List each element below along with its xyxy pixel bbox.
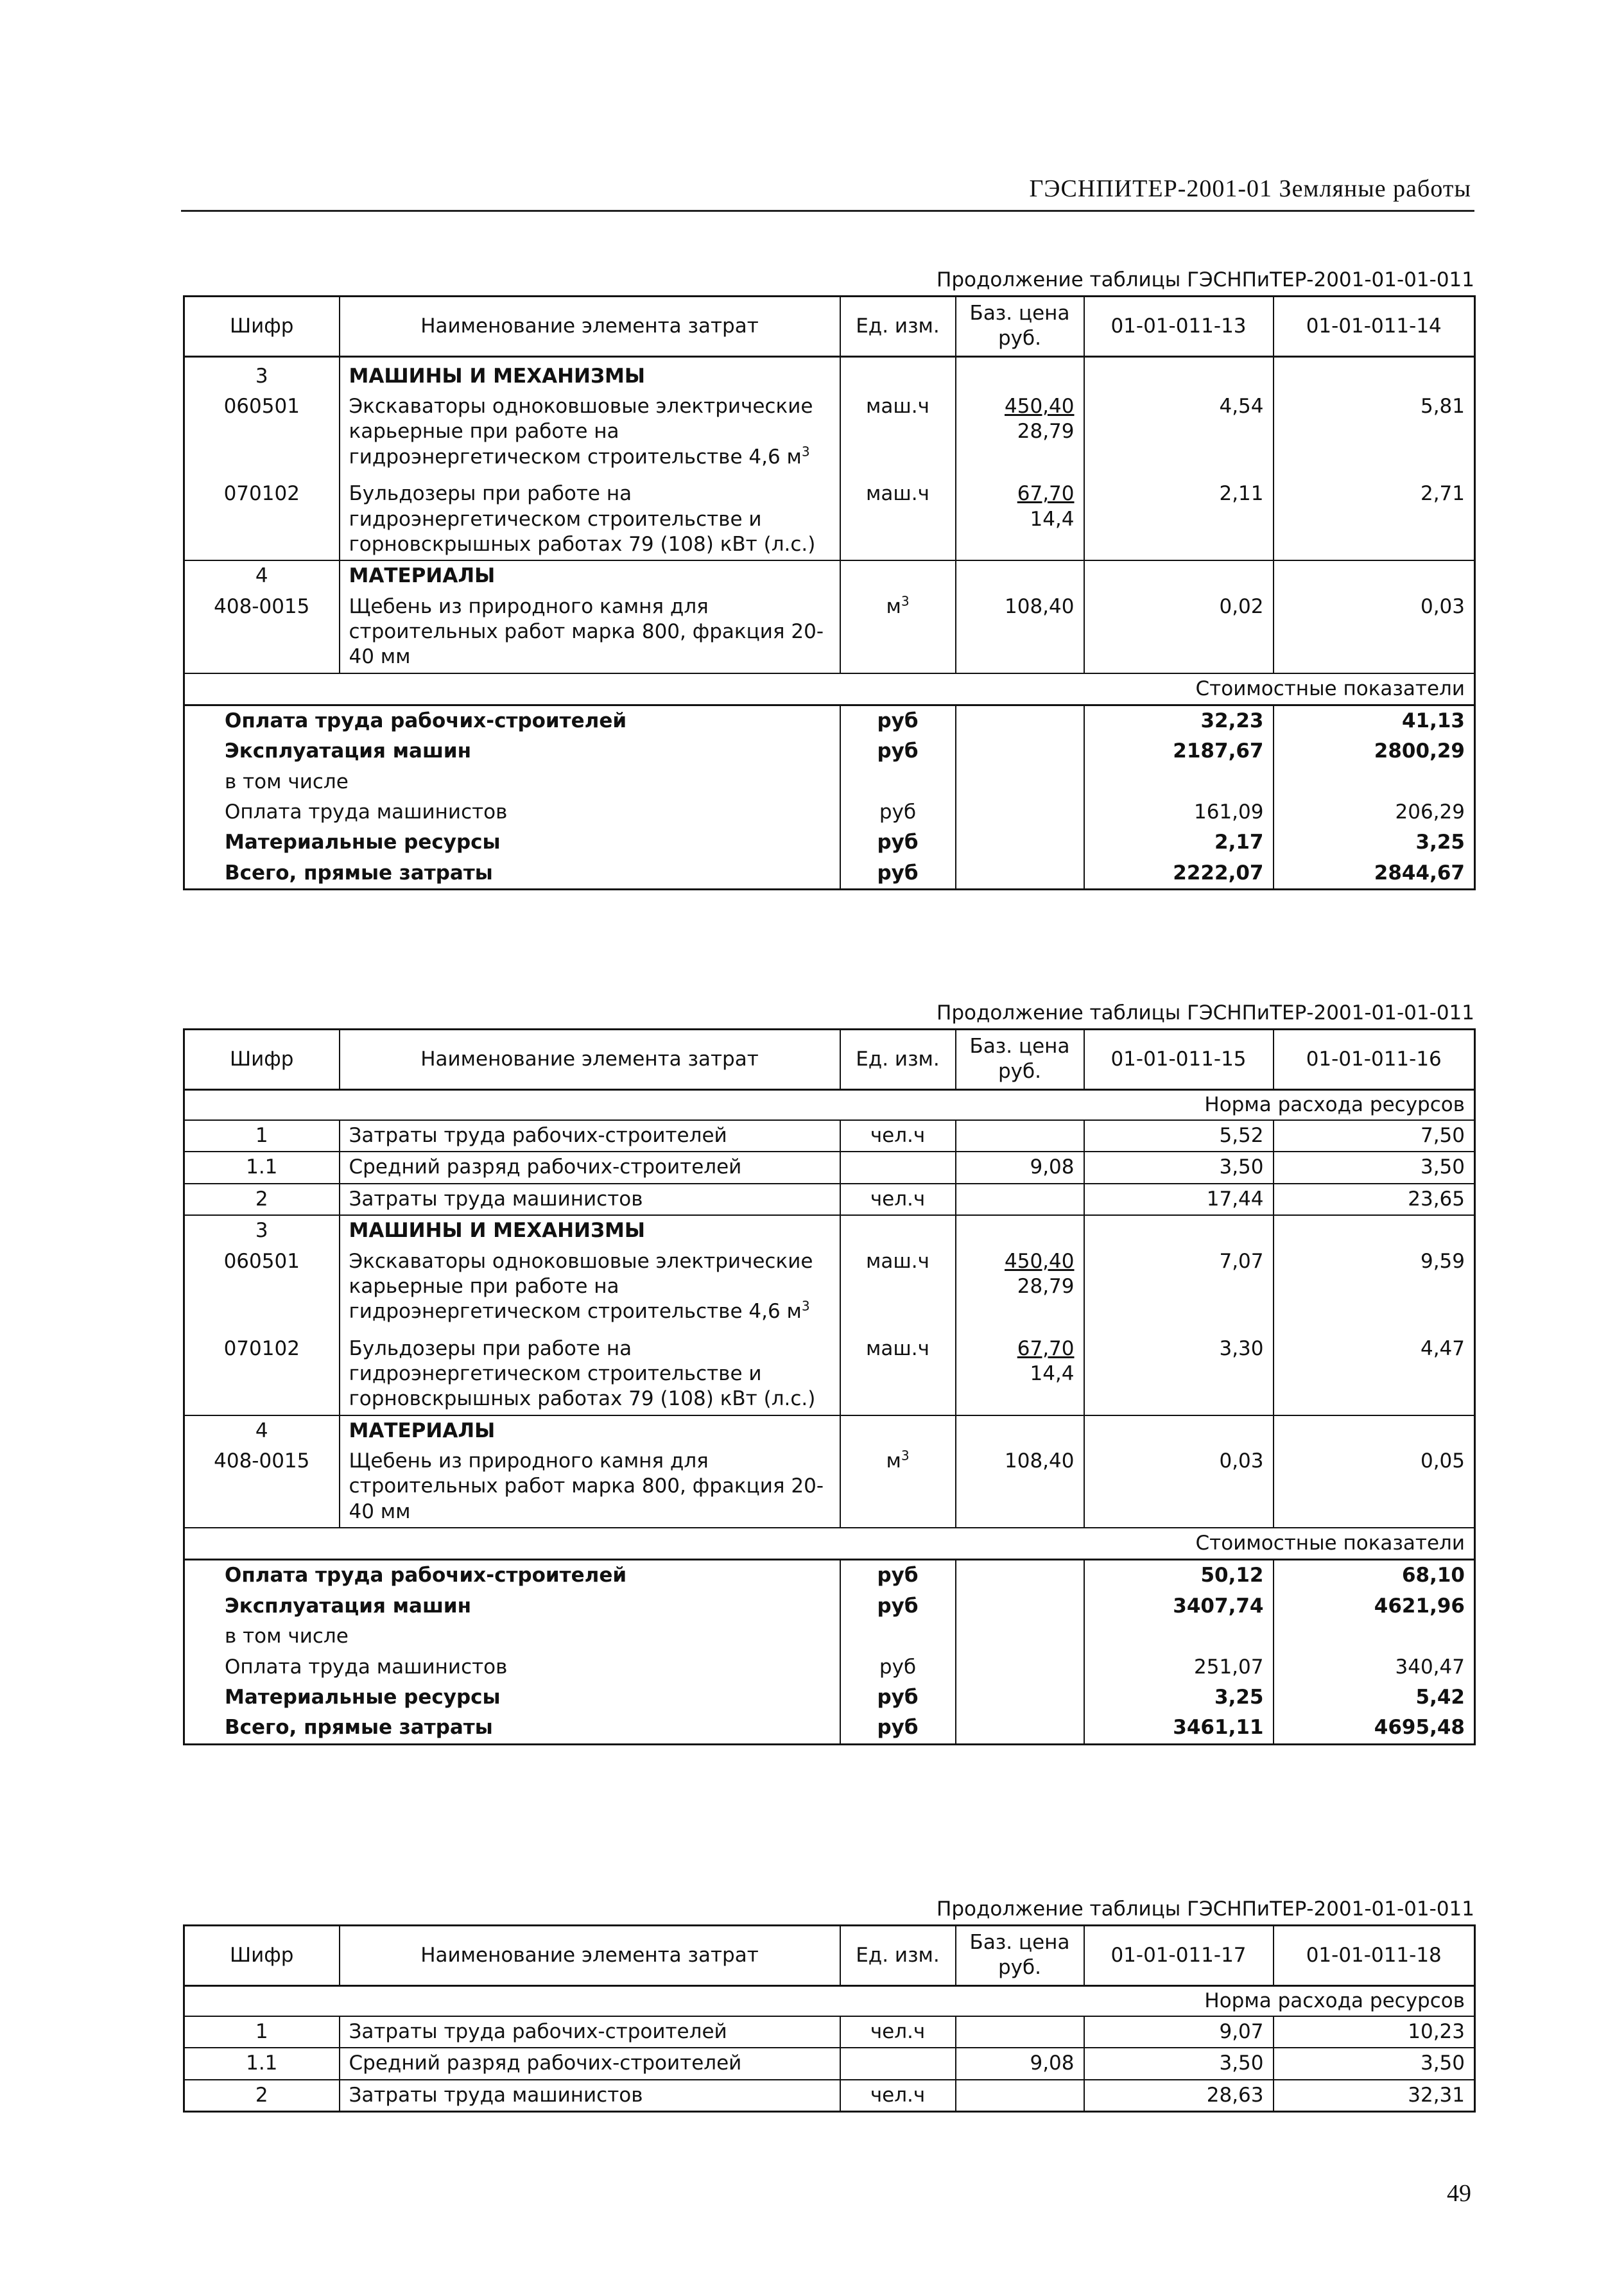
resource-code: 1.1 xyxy=(184,2048,340,2079)
summary-value-b: 41,13 xyxy=(1401,709,1465,733)
resource-code: 1.1 xyxy=(184,1152,340,1183)
summary-row xyxy=(184,1652,1475,1682)
table-caption: Продолжение таблицы ГЭСНПиТЕР-2001-01-01-011 xyxy=(937,1897,1474,1921)
col-header-unit: Ед. изм. xyxy=(840,297,956,357)
summary-row xyxy=(184,1621,1475,1652)
cost-indicators-label: Стоимостные показатели xyxy=(184,673,1475,705)
col-header-code-a: 01-01-011-15 xyxy=(1084,1030,1274,1090)
resource-code: 408-0015 xyxy=(184,592,340,673)
table-row xyxy=(184,2048,1475,2079)
unit: маш.ч xyxy=(840,1247,956,1327)
section-row xyxy=(184,1215,1475,1246)
base-price: 67,70 14,4 xyxy=(956,1327,1084,1415)
value-b: 0,03 xyxy=(1420,594,1465,618)
section-number: 3 xyxy=(184,356,340,392)
summary-row xyxy=(184,1591,1475,1621)
unit: чел.ч xyxy=(840,1120,956,1152)
summary-unit: руб xyxy=(840,1560,956,1591)
norm-label: Норма расхода ресурсов xyxy=(184,1089,1475,1120)
cost-indicators-label: Стоимостные показатели xyxy=(184,1528,1475,1560)
summary-unit: руб xyxy=(840,1591,956,1621)
section-title: МАТЕРИАЛЫ xyxy=(340,1415,840,1446)
resource-name: Затраты труда рабочих-строителей xyxy=(340,1120,840,1152)
summary-value-a: 2,17 xyxy=(1084,827,1274,858)
unit: маш.ч xyxy=(840,472,956,560)
resource-code: 1 xyxy=(184,1120,340,1152)
norm-label-row xyxy=(184,1985,1475,2016)
section-number: 4 xyxy=(184,1415,340,1446)
summary-unit: руб xyxy=(840,1713,956,1744)
value-a: 9,07 xyxy=(1084,2016,1274,2048)
table-header-row xyxy=(184,1926,1475,1986)
value-b: 23,65 xyxy=(1274,1184,1475,1215)
col-header-base-price: Баз. цена руб. xyxy=(956,1926,1084,1986)
col-header-code-a: 01-01-011-17 xyxy=(1084,1926,1274,1986)
resource-name: Бульдозеры при работе на гидроэнергетическом строительстве и горновскрышных работах 79 (108) кВт (л.с.) xyxy=(340,1327,840,1415)
summary-unit: руб xyxy=(840,797,956,827)
col-header-name: Наименование элемента затрат xyxy=(340,1030,840,1090)
value-a: 3,50 xyxy=(1084,2048,1274,2079)
summary-value-b: 3,25 xyxy=(1415,831,1465,854)
resource-name: Затраты труда рабочих-строителей xyxy=(340,2016,840,2048)
resource-code: 2 xyxy=(184,2080,340,2112)
summary-unit: руб xyxy=(840,827,956,858)
resource-name: Средний разряд рабочих-строителей xyxy=(340,2048,840,2079)
value-a: 7,07 xyxy=(1084,1247,1274,1327)
table-caption: Продолжение таблицы ГЭСНПиТЕР-2001-01-01-011 xyxy=(937,1001,1474,1024)
value-b: 3,50 xyxy=(1274,2048,1475,2079)
col-header-code: Шифр xyxy=(184,1030,340,1090)
table-row xyxy=(184,472,1475,560)
value-b: 2,71 xyxy=(1420,482,1465,506)
table-row xyxy=(184,1327,1475,1415)
resource-name: Экскаваторы одноковшовые электрические карьерные при работе на гидроэнергетическом строительстве 4,6 $м^3$ xyxy=(340,1247,840,1327)
summary-label: Материальные ресурсы xyxy=(184,1682,840,1713)
col-header-base-price: Баз. цена руб. xyxy=(956,297,1084,357)
summary-label: Оплата труда рабочих-строителей xyxy=(184,705,840,737)
summary-label: Оплата труда рабочих-строителей xyxy=(184,1560,840,1591)
estimate-table-3 xyxy=(183,1924,1476,2113)
table-row xyxy=(184,392,1475,472)
cost-indicators-row xyxy=(184,673,1475,705)
resource-code: 060501 xyxy=(184,392,340,472)
summary-unit: руб xyxy=(840,736,956,766)
resource-code: 1 xyxy=(184,2016,340,2048)
resource-name: Экскаваторы одноковшовые электрические карьерные при работе на гидроэнергетическом строительстве 4,6 $м^3$ xyxy=(340,392,840,472)
table-row xyxy=(184,1446,1475,1528)
summary-value-b: 4621,96 xyxy=(1374,1594,1465,1618)
value-a: 0,02 xyxy=(1084,592,1274,673)
cost-indicators-row xyxy=(184,1528,1475,1560)
resource-code: 2 xyxy=(184,1184,340,1215)
base-price: 108,40 xyxy=(956,1446,1084,1528)
resource-code: 060501 xyxy=(184,1247,340,1327)
summary-unit: руб xyxy=(840,705,956,737)
summary-label: Всего, прямые затраты xyxy=(184,858,840,890)
col-header-base-price: Баз. цена руб. xyxy=(956,1030,1084,1090)
value-a: 4,54 xyxy=(1084,392,1274,472)
resource-name: Щебень из природного камня для строительных работ марка 800, фракция 20-40 мм xyxy=(340,592,840,673)
summary-label: Всего, прямые затраты xyxy=(184,1713,840,1744)
summary-label: Эксплуатация машин xyxy=(184,736,840,766)
col-header-code-b: 01-01-011-14 xyxy=(1274,297,1475,357)
unit: маш.ч xyxy=(840,1327,956,1415)
running-header: ГЭСНПИТЕР-2001-01 Земляные работы xyxy=(1029,175,1471,202)
page-number: 49 xyxy=(1447,2180,1471,2207)
table-header-row xyxy=(184,297,1475,357)
col-header-name: Наименование элемента затрат xyxy=(340,1926,840,1986)
value-a: 5,52 xyxy=(1084,1120,1274,1152)
col-header-code-b: 01-01-011-18 xyxy=(1274,1926,1475,1986)
col-header-code-b: 01-01-011-16 xyxy=(1274,1030,1475,1090)
summary-unit: руб xyxy=(840,858,956,890)
summary-value-a: 2222,07 xyxy=(1084,858,1274,890)
resource-name: Затраты труда машинистов xyxy=(340,2080,840,2112)
col-header-code: Шифр xyxy=(184,1926,340,1986)
summary-value-a: 3407,74 xyxy=(1084,1591,1274,1621)
value-b: 9,59 xyxy=(1420,1249,1465,1273)
estimate-table-2 xyxy=(183,1028,1476,1745)
summary-row xyxy=(184,858,1475,890)
unit: чел.ч xyxy=(840,2080,956,2112)
summary-row xyxy=(184,1682,1475,1713)
resource-name: Затраты труда машинистов xyxy=(340,1184,840,1215)
section-title: МАШИНЫ И МЕХАНИЗМЫ xyxy=(340,356,840,392)
norm-label-row xyxy=(184,1089,1475,1120)
summary-row xyxy=(184,705,1475,737)
col-header-unit: Ед. изм. xyxy=(840,1926,956,1986)
section-number: 3 xyxy=(184,1215,340,1246)
table-header-row xyxy=(184,1030,1475,1090)
summary-value-a: 2187,67 xyxy=(1084,736,1274,766)
section-row xyxy=(184,560,1475,591)
summary-value-b: 206,29 xyxy=(1395,800,1465,824)
summary-value-b: 4695,48 xyxy=(1374,1716,1465,1740)
table-row xyxy=(184,2016,1475,2048)
table-row xyxy=(184,1152,1475,1183)
value-b: 32,31 xyxy=(1274,2080,1475,2112)
base-price: 9,08 xyxy=(956,1152,1084,1183)
table-row xyxy=(184,592,1475,673)
table-row xyxy=(184,1247,1475,1327)
summary-value-a: 251,07 xyxy=(1084,1652,1274,1682)
resource-code: 408-0015 xyxy=(184,1446,340,1528)
value-b: 7,50 xyxy=(1420,1124,1465,1148)
table-row xyxy=(184,1120,1475,1152)
summary-label: в том числе xyxy=(184,1621,840,1652)
value-b: 5,81 xyxy=(1420,395,1465,419)
base-price: 108,40 xyxy=(956,592,1084,673)
table-row xyxy=(184,2080,1475,2112)
summary-value-a: 161,09 xyxy=(1084,797,1274,827)
value-b: 10,23 xyxy=(1408,2020,1465,2044)
value-b: 0,05 xyxy=(1420,1449,1465,1473)
summary-row xyxy=(184,827,1475,858)
summary-value-a: 50,12 xyxy=(1084,1560,1274,1591)
summary-row xyxy=(184,767,1475,797)
base-price: 9,08 xyxy=(956,2048,1084,2079)
summary-value-b: 2800,29 xyxy=(1374,739,1465,763)
summary-row xyxy=(184,1713,1475,1744)
value-a: 2,11 xyxy=(1084,472,1274,560)
section-number: 4 xyxy=(184,560,340,591)
section-row xyxy=(184,356,1475,392)
value-a: 28,63 xyxy=(1084,2080,1274,2112)
norm-label: Норма расхода ресурсов xyxy=(184,1985,1475,2016)
summary-value-b: 68,10 xyxy=(1401,1564,1465,1587)
summary-value-b: 5,42 xyxy=(1415,1685,1465,1709)
summary-value-b: 340,47 xyxy=(1395,1655,1465,1679)
col-header-code-a: 01-01-011-13 xyxy=(1084,297,1274,357)
resource-name: Бульдозеры при работе на гидроэнергетическом строительстве и горновскрышных работах 79 (108) кВт (л.с.) xyxy=(340,472,840,560)
summary-row xyxy=(184,736,1475,766)
summary-unit: руб xyxy=(840,1682,956,1713)
col-header-unit: Ед. изм. xyxy=(840,1030,956,1090)
unit: $м^3$ xyxy=(840,592,956,673)
col-header-name: Наименование элемента затрат xyxy=(340,297,840,357)
resource-code: 070102 xyxy=(184,1327,340,1415)
value-b: 3,50 xyxy=(1274,1152,1475,1183)
summary-value-b: 2844,67 xyxy=(1374,861,1465,885)
table-caption: Продолжение таблицы ГЭСНПиТЕР-2001-01-01-011 xyxy=(937,268,1474,291)
value-a: 3,50 xyxy=(1084,1152,1274,1183)
summary-label: Материальные ресурсы xyxy=(184,827,840,858)
summary-label: в том числе xyxy=(184,767,840,797)
unit: маш.ч xyxy=(840,392,956,472)
summary-label: Оплата труда машинистов xyxy=(184,1652,840,1682)
header-divider xyxy=(181,210,1474,212)
value-a: 0,03 xyxy=(1084,1446,1274,1528)
section-title: МАШИНЫ И МЕХАНИЗМЫ xyxy=(340,1215,840,1246)
unit: чел.ч xyxy=(840,1184,956,1215)
value-a: 3,30 xyxy=(1084,1327,1274,1415)
summary-row xyxy=(184,1560,1475,1591)
value-a: 17,44 xyxy=(1084,1184,1274,1215)
summary-value-a: 32,23 xyxy=(1084,705,1274,737)
estimate-table-1 xyxy=(183,295,1476,890)
resource-name: Средний разряд рабочих-строителей xyxy=(340,1152,840,1183)
base-price: 450,40 28,79 xyxy=(956,392,1084,472)
base-price: 450,40 28,79 xyxy=(956,1247,1084,1327)
summary-value-a: 3,25 xyxy=(1084,1682,1274,1713)
summary-label: Эксплуатация машин xyxy=(184,1591,840,1621)
section-title: МАТЕРИАЛЫ xyxy=(340,560,840,591)
summary-row xyxy=(184,797,1475,827)
value-b: 4,47 xyxy=(1420,1336,1465,1360)
resource-code: 070102 xyxy=(184,472,340,560)
summary-unit: руб xyxy=(840,1652,956,1682)
summary-label: Оплата труда машинистов xyxy=(184,797,840,827)
table-row xyxy=(184,1184,1475,1215)
summary-value-a: 3461,11 xyxy=(1084,1713,1274,1744)
resource-name: Щебень из природного камня для строительных работ марка 800, фракция 20-40 мм xyxy=(340,1446,840,1528)
unit: $м^3$ xyxy=(840,1446,956,1528)
col-header-code: Шифр xyxy=(184,297,340,357)
unit: чел.ч xyxy=(840,2016,956,2048)
section-row xyxy=(184,1415,1475,1446)
base-price: 67,70 14,4 xyxy=(956,472,1084,560)
